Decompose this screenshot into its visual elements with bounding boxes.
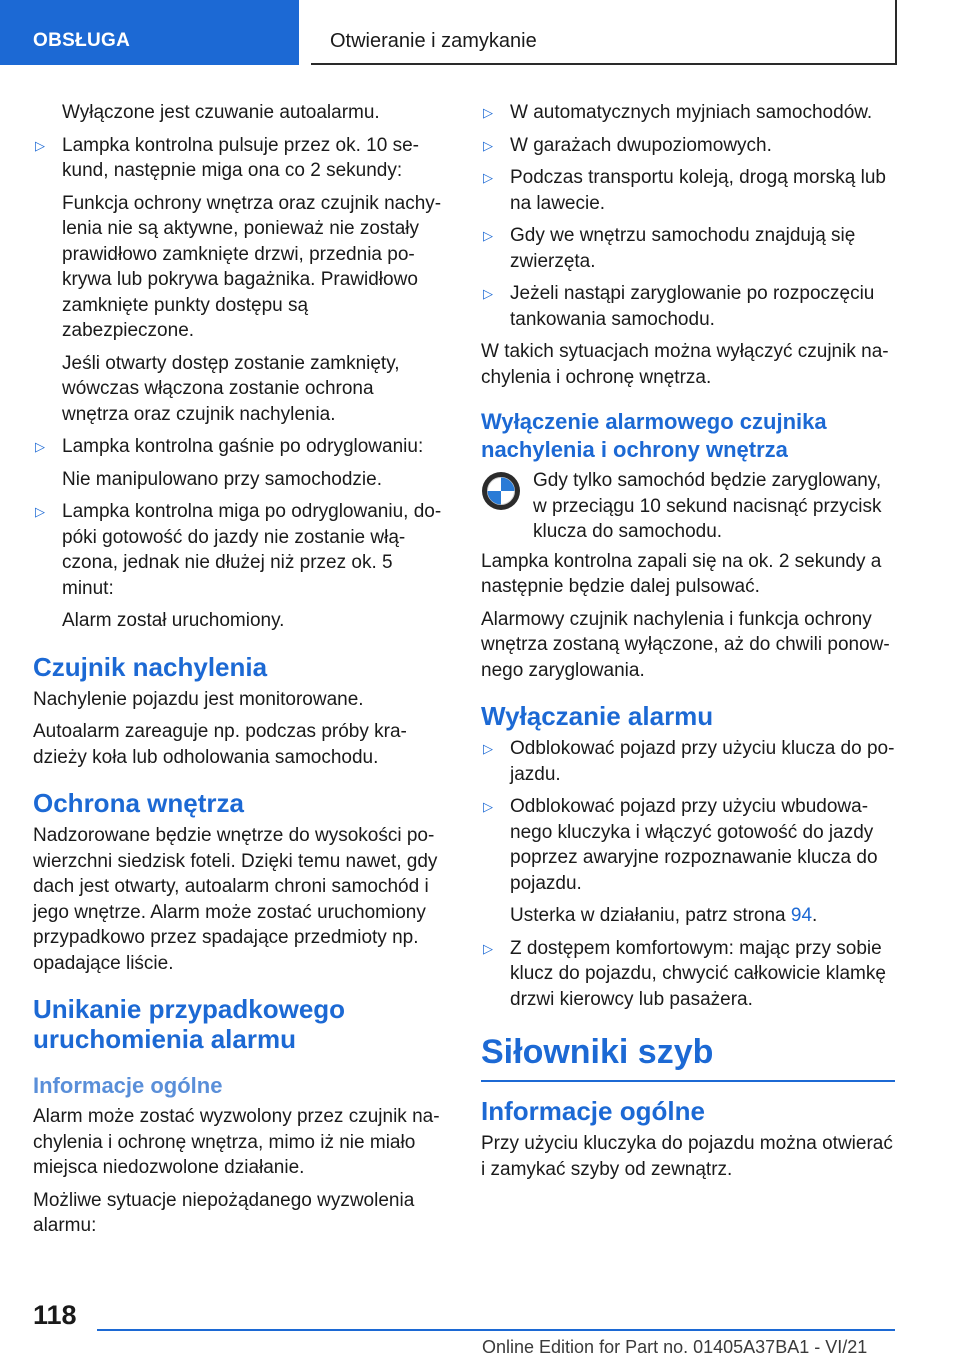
page-link[interactable]: 94 — [790, 905, 813, 926]
heading-disable-tilt-interior: Wyłączenie alarmowego czujnika nachylenia i ochrony wnętrza — [481, 409, 827, 462]
heading-avoid-false-alarm: Unikanie przypadkowego uruchomienia alarmu — [33, 994, 346, 1054]
list-item — [481, 736, 895, 787]
list-item — [481, 133, 895, 159]
page-number: 118 — [33, 1300, 77, 1330]
list-item-text: Odblokować pojazd przy użyciu klucza do pojazdu. — [510, 738, 895, 785]
list-item-text: W automatycznych myjniach samochodów. — [510, 102, 873, 123]
paragraph: Przy użyciu kluczyka do pojazdu można otwierać i zamykać szyby od zewnątrz. — [481, 1133, 893, 1180]
subheading-general-info: Informacje ogólne — [481, 1096, 705, 1126]
list-item-text: Odblokować pojazd przy użyciu wbudowanego kluczyka i włączyć gotowość do jazdy poprzez awaryjne rozpoznawanie klucza do pojazdu. — [510, 796, 878, 894]
paragraph: Alarmowy czujnik nachylenia i funkcja ochrony wnętrza zostaną wyłączone, aż do chwili ponownego zaryglowania. — [481, 608, 890, 681]
paragraph — [481, 903, 895, 929]
right-column — [481, 100, 895, 1189]
paragraph: Nadzorowane będzie wnętrze do wysokości powierzchni siedzisk foteli. Dzięki temu nawet, gdy dach jest otwarty, autoalarm chroni samochód i jego wnętrze. Alarm może zostać uruchomiony przypadkowo przez spadające przedmioty np. opadające liście. — [33, 825, 438, 974]
bullet-triangle-icon: ▷ — [35, 504, 45, 519]
list-item-text: Z dostępem komfortowym: mając przy sobie klucz do pojazdu, chwycić całkowicie klamkę drzwi kierowcy lub pasażera. — [510, 937, 886, 1010]
chapter-title: Otwieranie i zamykanie — [330, 30, 537, 52]
list-item — [481, 936, 895, 1013]
bullet-triangle-icon: ▷ — [483, 799, 493, 814]
paragraph: Jeśli otwarty dostęp zostanie zamknięty, wówczas włączona zostanie ochrona wnętrza oraz czujnik nachylenia. — [62, 352, 400, 425]
bullet-triangle-icon: ▷ — [483, 741, 493, 756]
list-item — [481, 223, 895, 274]
list-item — [481, 100, 895, 126]
paragraph: Gdy tylko samochód będzie zaryglowany, w przeciągu 10 sekund nacisnąć przycisk klucza do samochodu. — [533, 470, 882, 542]
heading-tilt-sensor: Czujnik nachylenia — [33, 651, 268, 682]
heading-window-lifters: Siłowniki szyb — [481, 1033, 714, 1071]
heading-interior-protection: Ochrona wnętrza — [33, 788, 244, 818]
heading-rule — [481, 1080, 895, 1082]
section-tab — [0, 0, 299, 65]
paragraph: W takich sytuacjach można wyłączyć czujnik nachylenia i ochronę wnętrza. — [481, 341, 889, 388]
section-title: OBSŁUGA — [33, 30, 131, 51]
paragraph: Nachylenie pojazdu jest monitorowane. — [33, 688, 364, 710]
list-item — [481, 165, 895, 216]
bullet-triangle-icon: ▷ — [483, 105, 493, 120]
bullet-triangle-icon: ▷ — [35, 439, 45, 454]
list-item — [33, 133, 445, 184]
ref-suffix: . — [812, 905, 818, 926]
footer-edition: Online Edition for Part no. 01405A37BA1 - VI/21 — [482, 1337, 868, 1357]
footer-rule — [97, 1329, 895, 1331]
list-item-text: Podczas transportu koleją, drogą morską lub na lawecie. — [510, 167, 886, 214]
paragraph: Alarm został uruchomiony. — [62, 610, 285, 631]
list-item-text: Gdy we wnętrzu samochodu znajdują się zwierzęta. — [510, 225, 856, 272]
paragraph: Nie manipulowano przy samochodzie. — [62, 468, 382, 490]
paragraph: Wyłączone jest czuwanie autoalarmu. — [62, 102, 380, 123]
bullet-triangle-icon: ▷ — [483, 137, 493, 153]
list-item — [33, 499, 445, 601]
paragraph: Lampka kontrolna zapali się na ok. 2 sekundy a następnie będzie dalej pulsować. — [481, 550, 882, 597]
bullet-triangle-icon: ▷ — [483, 286, 493, 301]
list-item — [481, 794, 895, 896]
ref-text: Usterka w działaniu, patrz strona — [510, 905, 791, 926]
bmw-logo-icon — [481, 471, 521, 511]
list-item-text: W garażach dwupoziomowych. — [510, 134, 772, 156]
list-item-text: Lampka kontrolna gaśnie po odryglowaniu: — [62, 436, 424, 457]
paragraph: Funkcja ochrony wnętrza oraz czujnik nachylenia nie są aktywne, ponieważ nie zostały prawidłowo zamknięte drzwi, przednia pokrywa lub pokrywa bagażnika. Prawidłowo zamknięte punkty dostępu są zabezpieczone. — [62, 192, 442, 341]
list-item — [33, 434, 445, 460]
chapter-header — [311, 0, 897, 65]
bullet-triangle-icon: ▷ — [483, 228, 493, 243]
bullet-triangle-icon: ▷ — [35, 137, 45, 153]
key-instruction — [481, 468, 895, 545]
heading-disable-alarm: Wyłączanie alarmu — [481, 701, 714, 731]
paragraph: Możliwe sytuacje niepożądanego wyzwolenia alarmu: — [33, 1189, 415, 1236]
bullet-triangle-icon: ▷ — [483, 170, 493, 185]
list-item-text: Jeżeli nastąpi zaryglowanie po rozpoczęciu tankowania samochodu. — [510, 283, 875, 330]
paragraph: Autoalarm zareaguje np. podczas próby kradzieży koła lub odholowania samochodu. — [33, 721, 407, 768]
left-column — [33, 100, 445, 1246]
list-item-text: Lampka kontrolna miga po odryglowaniu, dopóki gotowość do jazdy nie zostanie włączona, jednak nie dłużej niż przez ok. 5 minut: — [62, 501, 442, 599]
list-item-text: Lampka kontrolna pulsuje przez ok. 10 sekund, następnie miga ona co 2 sekundy: — [62, 134, 419, 181]
subheading-general-info: Informacje ogólne — [33, 1073, 223, 1098]
list-item — [481, 281, 895, 332]
paragraph: Alarm może zostać wyzwolony przez czujnik nachylenia i ochronę wnętrza, mimo iż nie miało miejsca niedozwolone działanie. — [33, 1106, 440, 1178]
bullet-triangle-icon: ▷ — [483, 940, 493, 956]
